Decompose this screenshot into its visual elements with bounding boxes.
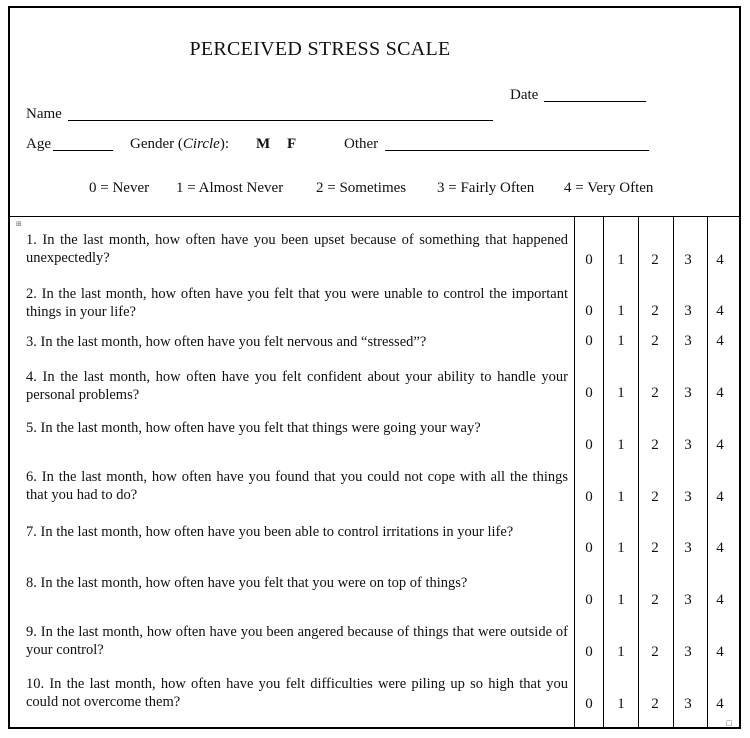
question-8: 8. In the last month, how often have you felt that you were on top of things? (26, 575, 468, 591)
question-1: 1. In the last month, how often have you been upset because of something that happened unexpectedly? (26, 232, 568, 266)
rating-option-q8-3[interactable]: 3 (684, 592, 692, 608)
rating-option-q2-2[interactable]: 2 (651, 303, 659, 319)
rating-option-q3-0[interactable]: 0 (585, 333, 593, 349)
rating-option-q8-1[interactable]: 1 (617, 592, 625, 608)
rating-option-q3-3[interactable]: 3 (684, 333, 692, 349)
table-top-border (9, 216, 740, 217)
column-divider (707, 217, 708, 728)
rating-option-q5-0[interactable]: 0 (585, 437, 593, 453)
rating-option-q3-1[interactable]: 1 (617, 333, 625, 349)
scale-item-very-often: 4 = Very Often (564, 180, 654, 196)
rating-option-q9-1[interactable]: 1 (617, 644, 625, 660)
rating-option-q2-3[interactable]: 3 (684, 303, 692, 319)
date-field[interactable] (544, 101, 646, 102)
table-resize-handle-icon: □ (726, 719, 733, 727)
rating-option-q10-0[interactable]: 0 (585, 696, 593, 712)
rating-option-q6-4[interactable]: 4 (716, 489, 724, 505)
question-7: 7. In the last month, how often have you been able to control irritations in your life? (26, 524, 514, 540)
rating-option-q2-0[interactable]: 0 (585, 303, 593, 319)
rating-option-q1-3[interactable]: 3 (684, 252, 692, 268)
rating-option-q6-1[interactable]: 1 (617, 489, 625, 505)
rating-option-q4-2[interactable]: 2 (651, 385, 659, 401)
rating-option-q10-4[interactable]: 4 (716, 696, 724, 712)
scale-item-sometimes: 2 = Sometimes (316, 180, 407, 196)
rating-option-q8-0[interactable]: 0 (585, 592, 593, 608)
question-10: 10. In the last month, how often have you felt difficulties were piling up so high that you could not overcome them? (26, 676, 568, 710)
rating-option-q2-1[interactable]: 1 (617, 303, 625, 319)
rating-option-q6-0[interactable]: 0 (585, 489, 593, 505)
rating-option-q9-0[interactable]: 0 (585, 644, 593, 660)
rating-option-q6-2[interactable]: 2 (651, 489, 659, 505)
question-5: 5. In the last month, how often have you felt that things were going your way? (26, 420, 481, 436)
question-6: 6. In the last month, how often have you found that you could not cope with all the things that you had to do? (26, 469, 568, 503)
rating-option-q10-3[interactable]: 3 (684, 696, 692, 712)
rating-option-q10-1[interactable]: 1 (617, 696, 625, 712)
gender-label-circle: Circle (182, 136, 220, 152)
rating-option-q9-3[interactable]: 3 (684, 644, 692, 660)
other-field[interactable] (385, 150, 649, 151)
rating-option-q7-2[interactable]: 2 (651, 540, 659, 556)
rating-option-q4-1[interactable]: 1 (617, 385, 625, 401)
rating-option-q3-2[interactable]: 2 (651, 333, 659, 349)
question-3: 3. In the last month, how often have you felt nervous and “stressed”? (26, 334, 427, 350)
rating-option-q10-2[interactable]: 2 (651, 696, 659, 712)
rating-option-q1-1[interactable]: 1 (617, 252, 625, 268)
rating-option-q5-2[interactable]: 2 (651, 437, 659, 453)
rating-option-q5-3[interactable]: 3 (684, 437, 692, 453)
rating-option-q1-2[interactable]: 2 (651, 252, 659, 268)
rating-option-q5-4[interactable]: 4 (716, 437, 724, 453)
column-divider (603, 217, 604, 728)
column-divider (638, 217, 639, 728)
rating-option-q4-4[interactable]: 4 (716, 385, 724, 401)
rating-option-q2-4[interactable]: 4 (716, 303, 724, 319)
scale-item-never: 0 = Never (89, 180, 150, 196)
rating-option-q1-4[interactable]: 4 (716, 252, 724, 268)
date-label: Date (510, 87, 539, 103)
rating-option-q7-0[interactable]: 0 (585, 540, 593, 556)
form-title: PERCEIVED STRESS SCALE (189, 38, 451, 60)
rating-option-q5-1[interactable]: 1 (617, 437, 625, 453)
name-label: Name (26, 106, 62, 122)
age-field[interactable] (53, 150, 113, 151)
column-divider (574, 217, 575, 728)
rating-option-q4-3[interactable]: 3 (684, 385, 692, 401)
rating-option-q7-1[interactable]: 1 (617, 540, 625, 556)
table-move-handle-icon: ⊞ (16, 220, 22, 228)
rating-option-q9-4[interactable]: 4 (716, 644, 724, 660)
rating-option-q1-0[interactable]: 0 (585, 252, 593, 268)
age-label: Age (26, 136, 51, 152)
name-field[interactable] (68, 120, 493, 121)
gender-label (130, 136, 229, 153)
rating-option-q9-2[interactable]: 2 (651, 644, 659, 660)
rating-option-q6-3[interactable]: 3 (684, 489, 692, 505)
rating-option-q7-4[interactable]: 4 (716, 540, 724, 556)
rating-option-q4-0[interactable]: 0 (585, 385, 593, 401)
question-2: 2. In the last month, how often have you felt that you were unable to control the important things in your life? (26, 286, 568, 320)
gender-option-m[interactable]: M (256, 136, 271, 152)
column-divider (673, 217, 674, 728)
rating-option-q7-3[interactable]: 3 (684, 540, 692, 556)
rating-option-q3-4[interactable]: 4 (716, 333, 724, 349)
gender-option-f[interactable]: F (287, 136, 297, 152)
scale-item-fairly-often: 3 = Fairly Often (437, 180, 535, 196)
other-label: Other (344, 136, 379, 152)
question-4: 4. In the last month, how often have you felt confident about your ability to handle your personal problems? (26, 369, 568, 403)
scale-item-almost-never: 1 = Almost Never (176, 180, 284, 196)
rating-option-q8-4[interactable]: 4 (716, 592, 724, 608)
gender-label-suffix: ): (219, 136, 229, 152)
rating-option-q8-2[interactable]: 2 (651, 592, 659, 608)
question-9: 9. In the last month, how often have you been angered because of things that were outside of your control? (26, 624, 568, 658)
gender-label-prefix: Gender ( (130, 136, 183, 152)
